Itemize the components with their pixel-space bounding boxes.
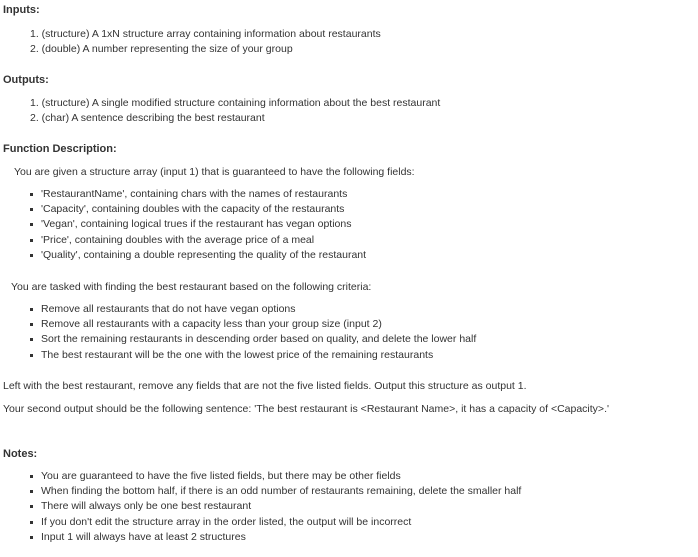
- list-item: 2. (char) A sentence describing the best restaurant: [30, 112, 265, 124]
- fields-list: [29, 187, 366, 263]
- list-item: Remove all restaurants with a capacity less than your group size (input 2): [29, 317, 476, 332]
- fields-intro: You are given a structure array (input 1) that is guaranteed to have the following fields:: [14, 166, 415, 178]
- criteria-intro: You are tasked with finding the best restaurant based on the following criteria:: [11, 281, 372, 293]
- list-item: If you don't edit the structure array in the order listed, the output will be incorrect: [29, 515, 521, 530]
- list-item: You are guaranteed to have the five listed fields, but there may be other fields: [29, 469, 521, 484]
- list-item: Sort the remaining restaurants in descending order based on quality, and delete the lower half: [29, 332, 476, 347]
- list-item: There will always only be one best restaurant: [29, 499, 521, 514]
- list-item: 'Price', containing doubles with the average price of a meal: [29, 233, 366, 248]
- list-item: 'Vegan', containing logical trues if the restaurant has vegan options: [29, 217, 366, 232]
- criteria-list: [29, 302, 476, 363]
- list-item: 1. (structure) A 1xN structure array containing information about restaurants: [30, 28, 381, 40]
- inputs-heading: Inputs:: [3, 4, 40, 16]
- list-item: 1. (structure) A single modified structure containing information about the best restaurant: [30, 97, 441, 109]
- outputs-list: [30, 96, 440, 126]
- function-description-heading: Function Description:: [3, 143, 117, 155]
- inputs-list: [30, 27, 381, 57]
- notes-heading: Notes:: [3, 448, 38, 460]
- output2-description: Your second output should be the following sentence: 'The best restaurant is <Restaurant Name>, it has a capacity of <Capacity>.': [3, 403, 609, 415]
- list-item: 2. (double) A number representing the size of your group: [30, 43, 293, 55]
- list-item: 'Quality', containing a double representing the quality of the restaurant: [29, 248, 366, 263]
- list-item: The best restaurant will be the one with the lowest price of the remaining restaurants: [29, 348, 476, 363]
- notes-list: [29, 469, 521, 545]
- list-item: 'RestaurantName', containing chars with the names of restaurants: [29, 187, 366, 202]
- list-item: Input 1 will always have at least 2 structures: [29, 530, 521, 545]
- list-item: 'Capacity', containing doubles with the capacity of the restaurants: [29, 202, 366, 217]
- list-item: Remove all restaurants that do not have vegan options: [29, 302, 476, 317]
- list-item: When finding the bottom half, if there is an odd number of restaurants remaining, delete the smaller half: [29, 484, 521, 499]
- output1-description: Left with the best restaurant, remove any fields that are not the five listed fields. Output this structure as output 1.: [3, 380, 527, 392]
- outputs-heading: Outputs:: [3, 74, 49, 86]
